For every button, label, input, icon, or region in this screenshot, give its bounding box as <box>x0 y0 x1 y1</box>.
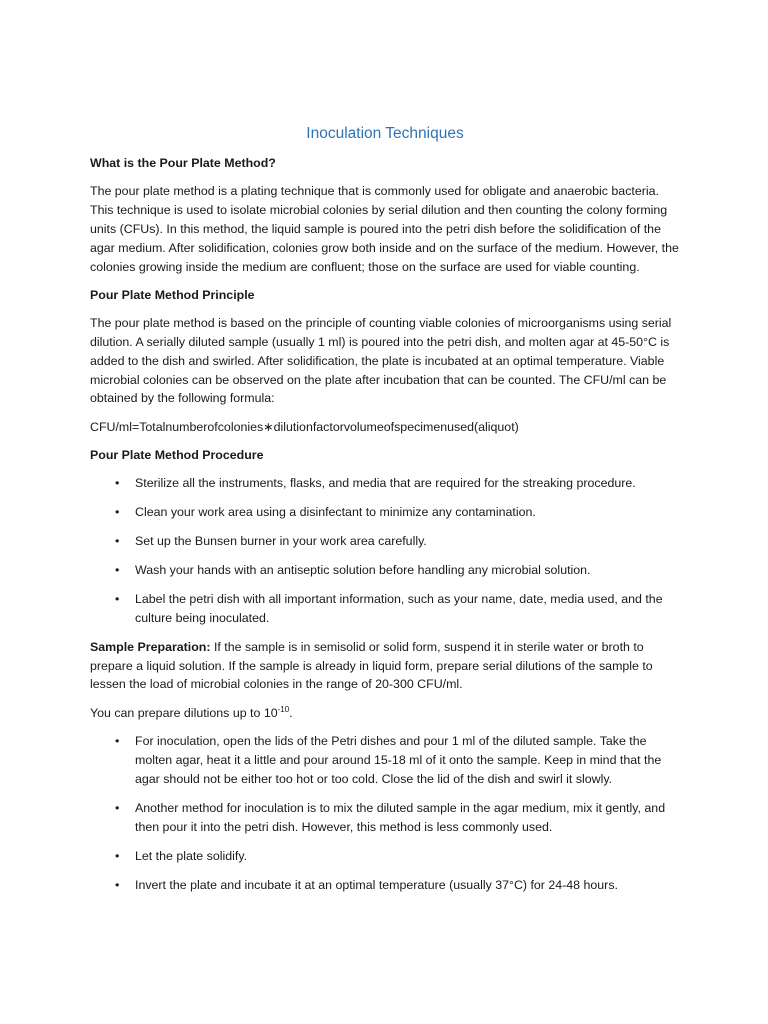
dilution-text: You can prepare dilutions up to 10 <box>90 705 278 720</box>
list-item: • Invert the plate and incubate it at an optimal temperature (usually 37°C) for 24-48 hours. <box>90 876 680 895</box>
paragraph-dilution <box>90 704 680 723</box>
paragraph-sample-preparation <box>90 638 680 695</box>
cfu-formula: CFU/ml=Totalnumberofcolonies∗dilutionfactorvolumeofspecimenused(aliquot) <box>90 419 519 434</box>
dilution-exponent: -10 <box>277 704 290 714</box>
list-item: • Sterilize all the instruments, flasks, and media that are required for the streaking procedure. <box>90 474 680 493</box>
paragraph-what-is: The pour plate method is a plating technique that is commonly used for obligate and anaerobic bacteria. This technique is used to isolate microbial colonies by serial dilution and then counting the colony forming units (CFUs). In this method, the liquid sample is poured into the petri dish before the solidification of the agar medium. After solidification, colonies grow both inside and on the surface of the medium. However, the colonies growing inside the medium are confluent; those on the surface are used for viable counting. <box>90 183 679 274</box>
page-title: Inoculation Techniques <box>306 125 464 142</box>
inoculation-list <box>90 732 680 894</box>
list-item: • Label the petri dish with all important information, such as your name, date, media used, and the culture being inoculated. <box>90 590 680 628</box>
list-item: • Wash your hands with an antiseptic solution before handling any microbial solution. <box>90 561 680 580</box>
heading-principle: Pour Plate Method Principle <box>90 287 255 302</box>
document-body <box>90 122 680 905</box>
sample-preparation-text: If the sample is in semisolid or solid form, suspend it in sterile water or broth to prepare a liquid solution. If the sample is already in liquid form, prepare serial dilutions of the sample to lessen the load of microbial colonies in the range of 20-300 CFU/ml. <box>90 639 653 692</box>
paragraph-principle: The pour plate method is based on the principle of counting viable colonies of microorganisms using serial dilution. A serially diluted sample (usually 1 ml) is poured into the petri dish, and molten agar at 45-50°C is added to the dish and swirled. After solidification, the plate is incubated at an optimal temperature. Viable microbial colonies can be observed on the plate after incubation that can be counted. The CFU/ml can be obtained by the following formula: <box>90 315 672 406</box>
list-item: • Set up the Bunsen burner in your work area carefully. <box>90 532 680 551</box>
heading-procedure: Pour Plate Method Procedure <box>90 448 264 463</box>
procedure-list <box>90 474 680 627</box>
heading-what-is: What is the Pour Plate Method? <box>90 156 276 170</box>
list-item: • For inoculation, open the lids of the Petri dishes and pour 1 ml of the diluted sample. Take the molten agar, heat it a little and pour around 15-18 ml of it onto the sample. Keep in mind that the agar should not be either too hot or too cold. Close the lid of the dish and swirl it slowly. <box>90 732 680 789</box>
list-item: • Let the plate solidify. <box>90 847 680 866</box>
sample-preparation-label: Sample Preparation: <box>90 639 211 654</box>
list-item: • Another method for inoculation is to mix the diluted sample in the agar medium, mix it gently, and then pour it into the petri dish. However, this method is less commonly used. <box>90 799 680 837</box>
dilution-end: . <box>289 705 293 720</box>
list-item: • Clean your work area using a disinfectant to minimize any contamination. <box>90 503 680 522</box>
